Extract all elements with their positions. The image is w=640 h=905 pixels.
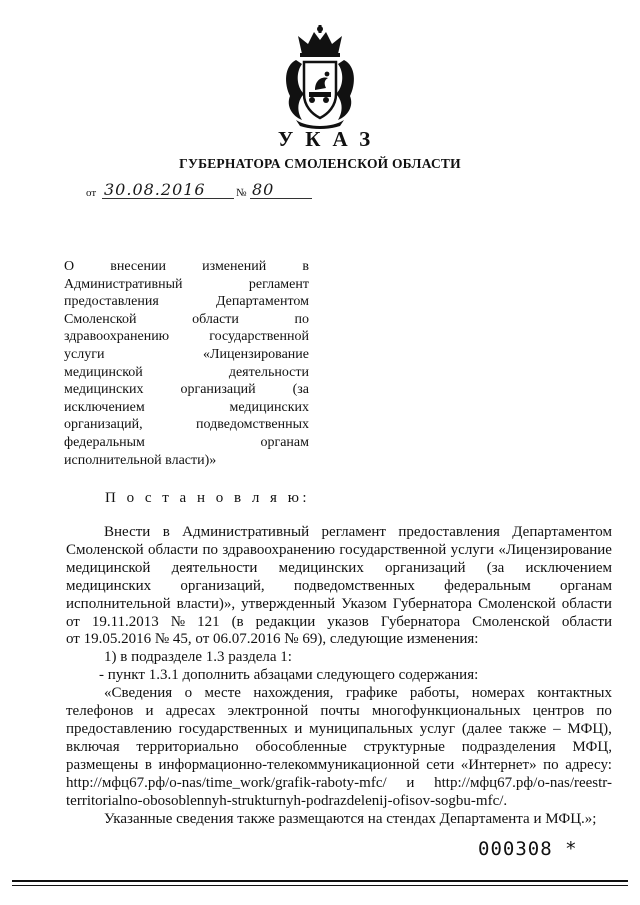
justified-line xyxy=(64,416,309,434)
word: здравоохранению xyxy=(64,329,170,345)
justified-line xyxy=(64,381,309,399)
word: МФЦ), xyxy=(567,720,612,737)
word: почты xyxy=(320,703,360,720)
word: номерах xyxy=(471,685,525,702)
word: телефонов xyxy=(66,703,134,720)
word: – xyxy=(553,720,561,737)
word: «Сведения xyxy=(104,685,173,702)
subject-block xyxy=(64,258,309,469)
justified-line xyxy=(66,703,612,721)
word: исполнительной xyxy=(66,595,171,612)
body-line: territorialno-obosoblennyh-strukturnyh-podrazdelenij-ofisov-sogbu-mfc/. xyxy=(66,792,508,809)
word: нахождения, xyxy=(253,685,334,702)
word: Внести xyxy=(104,524,151,540)
word: «Интернет» xyxy=(460,756,537,773)
smolensk-coat-of-arms-emblem xyxy=(282,24,358,130)
word: обособленные xyxy=(255,738,347,755)
word: предоставлению xyxy=(66,720,172,737)
word: «Лицензирование xyxy=(498,541,612,558)
word: организаций, xyxy=(180,577,265,594)
subject-line: исполнительной власти)» xyxy=(64,452,217,468)
word: и xyxy=(145,703,154,720)
word: регламент xyxy=(321,524,386,540)
handwritten-number: 80 xyxy=(252,180,275,199)
word: организаций, xyxy=(64,417,143,433)
word: информационно-телекоммуникационной xyxy=(158,756,420,773)
word: муниципальных xyxy=(309,720,413,737)
justified-line xyxy=(64,276,309,294)
word: по xyxy=(294,311,309,327)
word: структурные xyxy=(363,738,445,755)
word: Административный xyxy=(182,524,310,540)
word: области xyxy=(192,311,239,327)
word: Департаментом xyxy=(215,294,309,310)
word: Административный xyxy=(64,276,183,292)
final-sentence: Указанные сведения также размещаются на стендах Департамента и МФЦ.»; xyxy=(104,810,597,827)
justified-line xyxy=(66,542,612,560)
word: сети xyxy=(426,756,455,773)
word: (в xyxy=(231,613,244,630)
word: в xyxy=(302,259,309,274)
word: области xyxy=(148,541,199,558)
bottom-rule-thin xyxy=(12,885,628,886)
word: http://мфц67.рф/o-nas/reestr- xyxy=(434,774,612,791)
word: органам xyxy=(559,577,612,594)
justified-line xyxy=(66,578,612,596)
word: Департаментом xyxy=(512,524,612,540)
word: контактных xyxy=(537,685,612,702)
word: (за xyxy=(486,559,505,576)
word: указов xyxy=(327,613,369,630)
word: исключением xyxy=(64,399,145,415)
word: 121 xyxy=(197,613,220,630)
justified-line xyxy=(66,524,612,542)
word: и xyxy=(294,720,303,737)
justified-line xyxy=(66,721,612,739)
word: федеральным xyxy=(64,434,145,450)
word: адресу: xyxy=(565,756,612,773)
document-title: УКАЗ xyxy=(277,127,383,151)
justified-line xyxy=(64,434,309,452)
word: области xyxy=(561,595,612,612)
word: размещены xyxy=(66,756,139,773)
word: многофункциональных xyxy=(371,703,521,720)
word: центров xyxy=(532,703,585,720)
word: также xyxy=(508,720,547,737)
item-1: 1) в подразделе 1.3 раздела 1: xyxy=(104,649,292,666)
justified-line xyxy=(66,614,612,632)
word: деятельности xyxy=(171,559,258,576)
word: медицинских xyxy=(229,399,309,415)
word: о xyxy=(184,685,193,702)
word: редакции xyxy=(255,613,316,630)
word: подразделения xyxy=(461,738,556,755)
word: услуги xyxy=(450,541,494,558)
word: 19.11.2013 xyxy=(91,613,159,630)
word: http://мфц67.рф/o-nas/time_work/grafik-raboty-mfc/ xyxy=(66,774,387,791)
justified-line xyxy=(64,293,309,311)
word: Смоленской xyxy=(472,613,550,630)
justified-line xyxy=(66,757,612,775)
word: включая xyxy=(66,738,120,755)
justified-line xyxy=(66,775,612,793)
word: по xyxy=(202,541,219,558)
word: государственной xyxy=(209,329,309,345)
word: графике xyxy=(345,685,398,702)
word: «Лицензирование xyxy=(202,346,309,362)
word: предоставления xyxy=(398,524,500,540)
handwritten-date: 30.08.2016 xyxy=(104,180,206,199)
word: организаций xyxy=(385,559,466,576)
decree-word: П о с т а н о в л я ю: xyxy=(105,490,311,506)
word: по xyxy=(543,756,559,773)
justified-line xyxy=(66,560,612,578)
word: деятельности xyxy=(228,364,309,380)
word: услуг xyxy=(419,720,456,737)
word: Смоленской xyxy=(64,311,137,327)
justified-line xyxy=(64,311,309,329)
word: (за xyxy=(292,382,309,398)
word: электронной xyxy=(227,703,309,720)
word: государственной xyxy=(339,541,447,558)
word: месте xyxy=(204,685,241,702)
word: власти)», xyxy=(176,595,236,612)
word: МФЦ, xyxy=(572,738,612,755)
word: О xyxy=(64,259,75,274)
word: в xyxy=(144,756,152,773)
serial-number: 000308 * xyxy=(478,838,578,860)
word: подведомственных xyxy=(196,417,309,433)
word: подведомственных xyxy=(293,577,415,594)
word: медицинских xyxy=(278,559,364,576)
word: Губернатора xyxy=(380,613,461,630)
word: органам xyxy=(260,434,309,450)
document-subtitle: ГУБЕРНАТОРА СМОЛЕНСКОЙ ОБЛАСТИ xyxy=(179,156,461,171)
bottom-rule xyxy=(12,880,628,882)
word: в xyxy=(162,524,170,540)
date-number-line xyxy=(86,180,326,204)
word: федеральным xyxy=(444,577,531,594)
body-line: от 19.05.2016 № 45, от 06.07.2016 № 69), следующие изменения: xyxy=(66,631,479,648)
word: государственных xyxy=(178,720,288,737)
justified-line xyxy=(66,596,612,614)
word: здравоохранению xyxy=(222,541,336,558)
word: территориально xyxy=(136,738,239,755)
word: изменений xyxy=(202,259,267,274)
word: области xyxy=(561,613,612,630)
word: исключением xyxy=(525,559,612,576)
word: организаций xyxy=(180,382,256,398)
word: Смоленской xyxy=(66,541,144,558)
word: № xyxy=(170,613,186,630)
word: и xyxy=(406,774,415,791)
word: утвержденный xyxy=(241,595,336,612)
word: внесении xyxy=(110,259,166,274)
word: (далее xyxy=(461,720,503,737)
word: медицинской xyxy=(64,364,143,380)
date-prefix: от xyxy=(86,187,97,199)
item-2: - пункт 1.3.1 дополнить абзацами следующего содержания: xyxy=(99,667,479,684)
word: предоставления xyxy=(64,294,159,310)
word: Указом xyxy=(341,595,387,612)
decree-body xyxy=(66,524,612,828)
justified-line xyxy=(64,328,309,346)
word: Смоленской xyxy=(478,595,556,612)
word: работы, xyxy=(409,685,460,702)
word: адресах xyxy=(165,703,216,720)
justified-line xyxy=(66,685,612,703)
justified-line xyxy=(64,258,309,276)
word: Губернатора xyxy=(392,595,473,612)
justified-line xyxy=(66,739,612,757)
word: по xyxy=(596,703,612,720)
justified-line xyxy=(64,364,309,382)
word: медицинской xyxy=(66,559,151,576)
word: регламент xyxy=(248,276,309,292)
word: от xyxy=(66,613,80,630)
number-prefix: № xyxy=(236,187,247,199)
word: услуги xyxy=(64,346,105,362)
word: медицинских xyxy=(66,577,152,594)
justified-line xyxy=(64,346,309,364)
justified-line xyxy=(64,399,309,417)
word: медицинских xyxy=(64,382,144,398)
